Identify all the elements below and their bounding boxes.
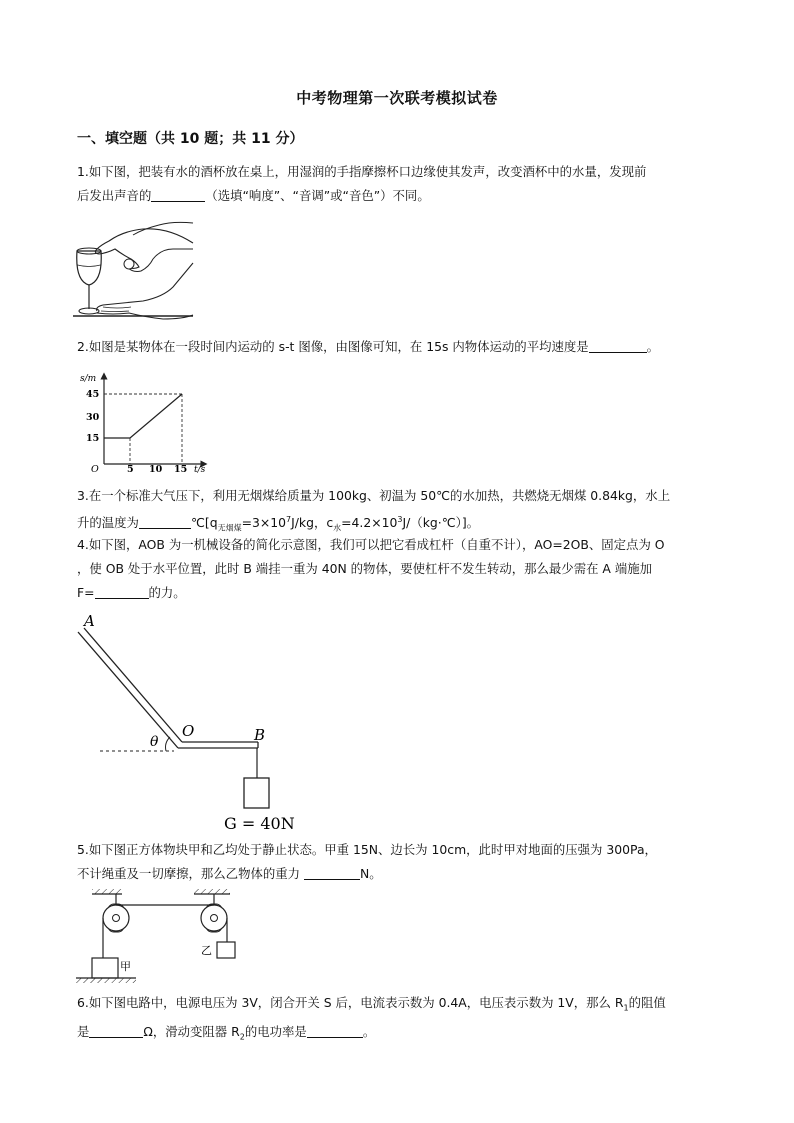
question-5-line-1: 5.如下图正方体物块甲和乙均处于静止状态。甲重 15N、边长为 10cm，此时甲对地面的压强为 300Pa， xyxy=(77,842,657,857)
st-graph-figure xyxy=(80,368,212,474)
wine-glass-figure xyxy=(73,215,198,327)
question-5 xyxy=(77,838,722,886)
question-3-line-1: 3.在一个标准大气压下，利用无烟煤给质量为 100kg、初温为 50℃的水加热，共燃烧无烟煤 0.84kg，水上 xyxy=(77,488,671,503)
lever-label-a: A xyxy=(84,612,95,630)
answer-blank[interactable] xyxy=(139,514,191,529)
answer-blank[interactable] xyxy=(151,187,205,202)
x-tick-label: 5 xyxy=(127,464,134,474)
question-5-line-2: 不计绳重及一切摩擦，那么乙物体的重力 N。 xyxy=(77,866,382,881)
y-axis-label: s/m xyxy=(80,374,97,384)
x-tick-label: 15 xyxy=(174,464,188,474)
y-tick-label: 45 xyxy=(86,389,100,400)
question-6-line-1: 6.如下图电路中，电源电压为 3V，闭合开关 S 后，电流表示数为 0.4A，电压表示数为 1V，那么 $R_1$的阻值 xyxy=(77,995,666,1013)
y-tick-label: 30 xyxy=(86,412,100,423)
section-title: 一、填空题（共 10 题；共 11 分） xyxy=(77,131,304,147)
answer-blank[interactable] xyxy=(307,1023,363,1038)
st-line xyxy=(104,394,182,438)
answer-blank[interactable] xyxy=(589,338,647,353)
question-3-line-2: 升的温度为 $℃[q_{无烟煤}=3\times 10^7J/kg$，$c_水=4.2\times 10^3J/(kg\cdot℃)$]。 xyxy=(77,515,480,533)
lever-figure xyxy=(74,612,304,834)
origin-label: O xyxy=(91,464,99,474)
answer-blank[interactable] xyxy=(89,1023,143,1038)
page-title: 中考物理第一次联考模拟试卷 xyxy=(296,89,498,107)
x-tick-label: 10 xyxy=(149,464,163,474)
question-1-line-2: 后发出声音的 （选填“响度”、“音调”或“音色”）不同。 xyxy=(77,188,430,203)
answer-blank[interactable] xyxy=(95,584,149,599)
block-label-yi: 乙 xyxy=(201,944,212,957)
question-4-line-2: ，使 OB 处于水平位置，此时 B 端挂一重为 40N 的物体，要使杠杆不发生转动，那么最少需在 A 端施加 xyxy=(77,561,653,576)
answer-blank[interactable] xyxy=(304,865,360,880)
question-4-line-3: F= 的力。 xyxy=(77,585,186,600)
lever-label-b: B xyxy=(254,726,266,744)
weight-label: G = 40N xyxy=(224,814,295,833)
question-1-line-1: 1.如下图，把装有水的酒杯放在桌上，用湿润的手指摩擦杯口边缘使其发声，改变酒杯中的水量，发现前 xyxy=(77,164,647,179)
question-1 xyxy=(77,160,722,208)
x-axis-label: t/s xyxy=(194,465,206,474)
question-6-line-2: 是 Ω，滑动变阻器 $R_2$的电功率是 。 xyxy=(77,1024,376,1042)
lever-label-o: O xyxy=(182,722,195,740)
block-label-jia: 甲 xyxy=(120,960,131,973)
y-tick-label: 15 xyxy=(86,433,100,444)
lever-label-theta: θ xyxy=(150,734,159,750)
question-6 xyxy=(77,991,722,1050)
pulley-figure xyxy=(74,886,249,986)
question-2: 2.如图是某物体在一段时间内运动的 s-t 图像，由图像可知，在 15s 内物体运动的平均速度是 。 xyxy=(77,339,660,354)
question-4 xyxy=(77,533,722,605)
question-4-line-1: 4.如下图，AOB 为一机械设备的简化示意图，我们可以把它看成杠杆（自重不计），AO=2OB、固定点为 O xyxy=(77,537,665,552)
